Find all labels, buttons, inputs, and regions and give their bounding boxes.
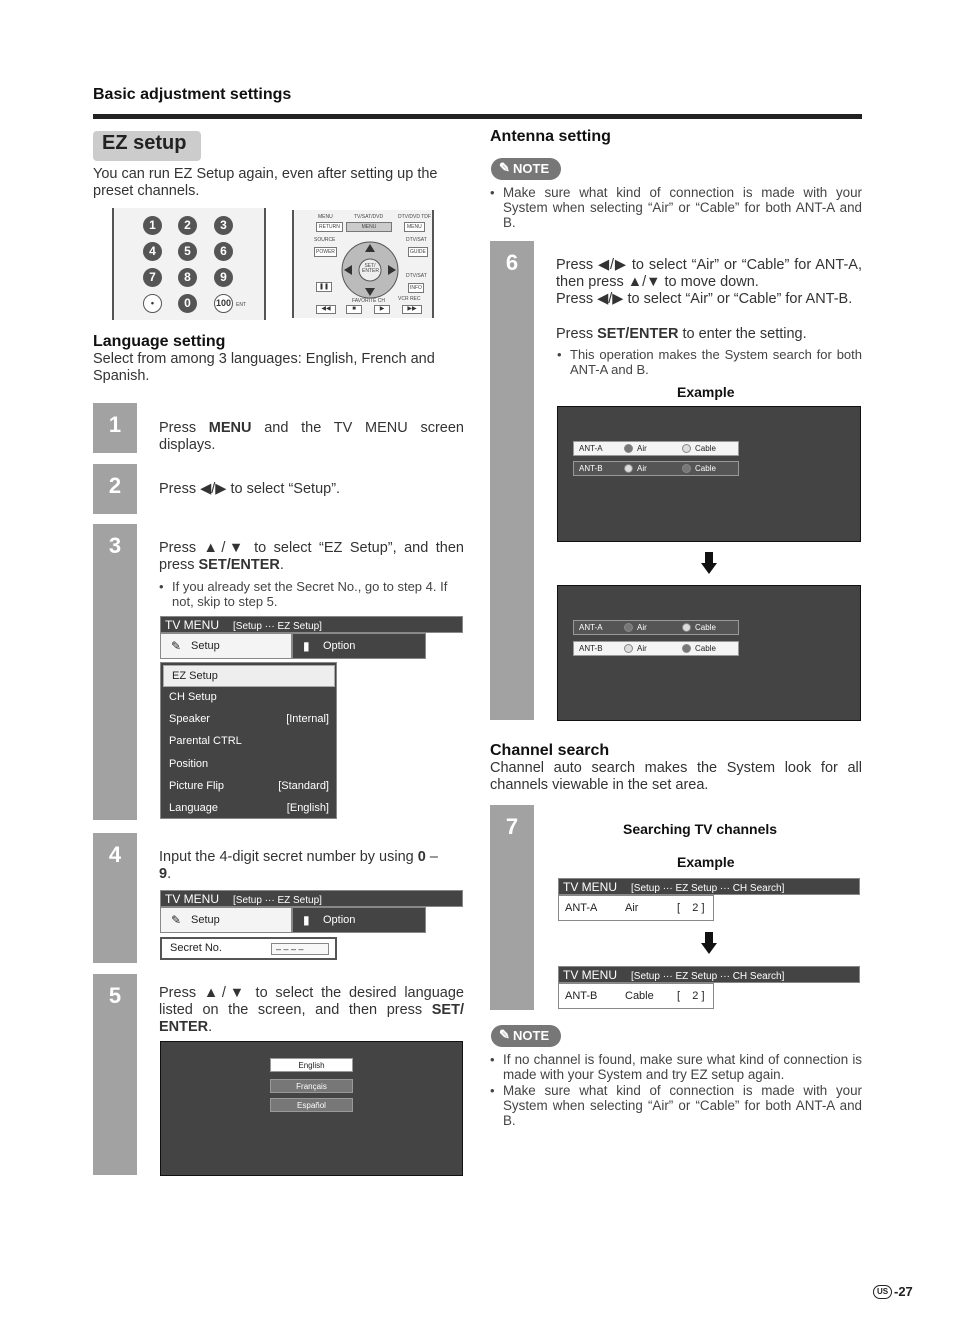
remote-nav-illustration	[292, 210, 434, 318]
menu-row-value: [English]	[286, 802, 329, 814]
step-1-pre: Press	[159, 420, 209, 436]
step-3-menu-bar	[160, 616, 463, 633]
remote-digit-9: 9	[214, 268, 233, 287]
step-1-text	[159, 420, 464, 454]
ch-search-menu-path: [Setup ··· EZ Setup ··· CH Search]	[631, 883, 785, 894]
language-option-english[interactable]: English	[270, 1058, 353, 1072]
channel-note-badge	[491, 1025, 561, 1047]
ant-b-label: ANT-B	[579, 464, 603, 473]
down-arrow-icon	[701, 932, 717, 954]
cable-label: Cable	[695, 444, 716, 453]
remote-digit-0: 0	[178, 294, 197, 313]
remote-ent-label: ENT	[236, 302, 246, 308]
step-6-line3-bold: SET/ENTER	[597, 326, 679, 342]
remote-digit-5: 5	[178, 242, 197, 261]
step-2-bar	[93, 464, 137, 514]
menu-row-picture-flip[interactable]	[161, 776, 337, 798]
step-3-tab-option[interactable]	[292, 633, 426, 659]
step-7-bar	[490, 805, 534, 1010]
step-6-line3	[556, 326, 862, 343]
step-3-pre: Press ▲/▼ to select “EZ Setup”, and then press	[159, 540, 464, 573]
radio-empty-icon	[624, 644, 633, 653]
ch-search-channel: [ 2 ]	[677, 990, 705, 1002]
cable-label: Cable	[695, 644, 716, 653]
step-6-line3-post: to enter the setting.	[678, 326, 807, 342]
channel-note-2: Make sure what kind of connection is made with your System when selecting “Air” or “Cable” for both ANT-A and B.	[503, 1083, 862, 1128]
remote-info-button: INFO	[410, 285, 422, 291]
channel-search-desc: Channel auto search makes the System look for all channels viewable in the set area.	[490, 760, 862, 793]
antenna-note-text: Make sure what kind of connection is made with your System when selecting “Air” or “Cable” for both ANT-A and B.	[503, 185, 862, 230]
header-rule	[93, 114, 862, 119]
option-tab-icon: ▮	[303, 913, 310, 927]
antenna-note-dot: •	[490, 185, 495, 200]
ch-search-ant: ANT-A	[565, 902, 598, 914]
antenna-note-label: NOTE	[513, 161, 550, 176]
step-4-text	[159, 849, 464, 883]
pencil-icon: ✎	[499, 1027, 510, 1042]
step-1-bar	[93, 403, 137, 453]
channel-example-label: Example	[677, 854, 735, 870]
ant-b-row[interactable]	[573, 461, 739, 476]
remote-keypad-illustration	[112, 208, 266, 320]
radio-empty-icon	[624, 464, 633, 473]
language-option-spanish[interactable]: Español	[270, 1098, 353, 1112]
menu-row-label: CH Setup	[169, 691, 217, 703]
menu-row-label: Speaker	[169, 713, 210, 725]
step-4-mid: –	[425, 849, 438, 865]
ch-search-type: Cable	[625, 990, 654, 1002]
antenna-screen-2	[557, 585, 861, 721]
step-1-post: and the TV MENU screen displays.	[159, 420, 464, 453]
menu-row-label: Language	[169, 802, 218, 814]
step-2-number: 2	[108, 473, 122, 498]
option-tab-icon: ▮	[303, 639, 310, 653]
remote-play-icon: ▶	[374, 305, 390, 314]
down-arrow-icon	[701, 552, 717, 574]
ant-a-row[interactable]	[573, 441, 739, 456]
region-badge: US	[873, 1285, 892, 1299]
remote-power-button: POWER	[316, 249, 335, 255]
ez-setup-badge: EZ setup	[93, 131, 201, 161]
channel-note-dot-1: •	[490, 1052, 495, 1067]
remote-digit-1: 1	[143, 216, 162, 235]
ant-a-label: ANT-A	[579, 444, 603, 453]
cable-label: Cable	[695, 464, 716, 473]
remote-digit-8: 8	[178, 268, 197, 287]
air-label: Air	[637, 464, 647, 473]
step-5-post: .	[208, 1019, 213, 1035]
remote-rewind-icon: ◀◀	[316, 305, 336, 314]
radio-selected-icon	[682, 644, 691, 653]
step-3-menu-path: [Setup ··· EZ Setup]	[233, 621, 322, 632]
step-4-tab-setup[interactable]	[160, 907, 292, 933]
remote-guide-button: GUIDE	[410, 249, 426, 255]
menu-row-label: Picture Flip	[169, 780, 225, 792]
page-number: -27	[894, 1284, 913, 1299]
intro-text: You can run EZ Setup again, even after setting up the preset channels.	[93, 166, 438, 199]
step-3-bullet-dot: •	[159, 579, 164, 594]
radio-empty-icon	[682, 444, 691, 453]
section-title: Basic adjustment settings	[93, 86, 292, 103]
antenna-example-label: Example	[677, 384, 735, 400]
ch-search-ant: ANT-B	[565, 990, 598, 1002]
remote-set-enter-label: SET/ ENTER	[362, 263, 379, 274]
step-4-tab-option-label: Option	[323, 914, 356, 926]
remote-vcr-rec-label: VCR REC	[398, 296, 421, 302]
remote-dot-button: •	[143, 294, 162, 313]
menu-row-label: Parental CTRL	[169, 735, 242, 747]
step-5-text	[159, 985, 464, 1036]
channel-note-dot-2: •	[490, 1083, 495, 1098]
ch-search-row-1	[558, 895, 714, 921]
step-7-number: 7	[505, 814, 519, 839]
ch-search-menu-title: TV MENU	[563, 880, 617, 894]
step-1-bold: MENU	[208, 420, 252, 436]
remote-pause-icon: ❚❚	[316, 282, 332, 292]
remote-return-button: RETURN	[316, 222, 343, 232]
ch-search-menu-bar-2	[558, 966, 860, 983]
step-3-tab-option-label: Option	[323, 640, 356, 652]
air-label: Air	[637, 644, 647, 653]
step-5-bar	[93, 974, 137, 1175]
antenna-setting-title: Antenna setting	[490, 128, 611, 145]
air-label: Air	[637, 444, 647, 453]
step-6-line3-pre: Press	[556, 326, 598, 342]
step-5-number: 5	[108, 983, 122, 1008]
secret-no-box	[160, 937, 337, 960]
step-6-line2: Press ◀/▶ to select “Air” or “Cable” for ANT-B.	[556, 291, 853, 307]
menu-row-ez-setup[interactable]	[163, 665, 335, 687]
step-3-tab-setup[interactable]	[160, 633, 292, 659]
ant-b-label: ANT-B	[579, 644, 603, 653]
step-4-bold: 0	[417, 849, 426, 865]
remote-menu-small-button: MENU	[404, 222, 425, 232]
menu-row-value: [Internal]	[286, 713, 329, 725]
language-setting-title: Language setting	[93, 333, 226, 350]
remote-menu-label: MENU	[318, 214, 333, 220]
ch-search-channel: [ 2 ]	[677, 902, 705, 914]
step-6-bullet: This operation makes the System search for both ANT-A and B.	[570, 347, 862, 377]
radio-selected-icon	[624, 623, 633, 632]
step-3-tab-setup-label: Setup	[191, 640, 220, 652]
ant-a-row[interactable]	[573, 620, 739, 635]
ch-search-menu-bar-1	[558, 878, 860, 895]
remote-100-button: 100	[214, 294, 233, 313]
cable-label: Cable	[695, 623, 716, 632]
step-5-bold: SET/ ENTER	[159, 1002, 464, 1035]
step-3-number: 3	[108, 533, 122, 558]
step-3-menu-list	[160, 662, 337, 819]
remote-dtvsat-label: DTV/SAT	[406, 237, 427, 243]
step-5-pre: Press ▲/▼ to select the desired language listed on the screen, and then press	[159, 985, 464, 1018]
step-3-menu-title: TV MENU	[165, 618, 219, 632]
step-6-line1: Press ◀/▶ to select “Air” or “Cable” for ANT-A, then press ▲/▼ to move down.	[556, 257, 862, 290]
step-4-tab-option[interactable]	[292, 907, 426, 933]
step-1-number: 1	[108, 412, 122, 437]
searching-label: Searching TV channels	[623, 821, 778, 837]
secret-no-input[interactable]: – – – –	[271, 943, 329, 955]
remote-favorite-label: FAVORITE CH	[352, 298, 385, 304]
step-3-text	[159, 540, 464, 574]
ch-search-menu-path: [Setup ··· EZ Setup ··· CH Search]	[631, 971, 785, 982]
step-3-post: .	[279, 557, 284, 573]
step-4-menu-bar	[160, 890, 463, 907]
remote-digit-6: 6	[214, 242, 233, 261]
remote-stop-icon: ■	[346, 305, 362, 314]
step-4-bold2: 9	[159, 866, 168, 882]
step-4-number: 4	[108, 842, 122, 867]
radio-selected-icon	[624, 444, 633, 453]
menu-row-parental[interactable]	[161, 731, 337, 753]
step-4-bar	[93, 833, 137, 963]
remote-dtvsat2-label: DTV/SAT	[406, 273, 427, 279]
language-option-french[interactable]: Français	[270, 1079, 353, 1093]
antenna-screen-1	[557, 406, 861, 542]
ant-a-label: ANT-A	[579, 623, 603, 632]
language-screen	[160, 1041, 463, 1176]
setup-tab-icon: ✎	[171, 913, 182, 927]
secret-no-label: Secret No.	[170, 942, 222, 954]
remote-ffwd-icon: ▶▶	[402, 305, 422, 314]
channel-search-title: Channel search	[490, 742, 610, 759]
step-4-pre: Input the 4-digit secret number by using	[159, 849, 418, 865]
step-4-menu-title: TV MENU	[165, 892, 219, 906]
channel-note-label: NOTE	[513, 1028, 550, 1043]
menu-row-value: [Standard]	[278, 780, 329, 792]
remote-tvsatdvd-label: TV/SAT/DVD	[354, 214, 384, 220]
step-2-text: Press ◀/▶ to select “Setup”.	[159, 481, 341, 497]
pencil-icon: ✎	[499, 160, 510, 175]
ant-b-row[interactable]	[573, 641, 739, 656]
step-4-post: .	[167, 866, 172, 882]
step-3-bar	[93, 524, 137, 820]
menu-row-position[interactable]	[161, 754, 337, 776]
step-4-tab-setup-label: Setup	[191, 914, 220, 926]
remote-digit-2: 2	[178, 216, 197, 235]
step-3-bullet: If you already set the Secret No., go to step 4. If not, skip to step 5.	[172, 579, 448, 609]
remote-digit-7: 7	[143, 268, 162, 287]
air-label: Air	[637, 623, 647, 632]
antenna-note-badge	[491, 158, 561, 180]
remote-dtvtdf-label: DTV/DVD TDF	[398, 214, 431, 220]
remote-source-label: SOURCE	[314, 237, 336, 243]
ch-search-row-2	[558, 983, 714, 1009]
menu-row-language[interactable]	[161, 798, 337, 820]
remote-menu-button: MENU	[346, 222, 392, 232]
ch-search-type: Air	[625, 902, 639, 914]
step-4-menu-path: [Setup ··· EZ Setup]	[233, 895, 322, 906]
menu-row-speaker[interactable]	[161, 709, 337, 731]
radio-selected-icon	[682, 464, 691, 473]
remote-digit-3: 3	[214, 216, 233, 235]
language-setting-desc: Select from among 3 languages: English, French and Spanish.	[93, 351, 435, 384]
setup-tab-icon: ✎	[171, 639, 182, 653]
step-6-bullet-dot: •	[557, 347, 562, 362]
radio-empty-icon	[682, 623, 691, 632]
menu-row-ch-setup[interactable]	[161, 687, 337, 709]
channel-note-1: If no channel is found, make sure what kind of connection is made with your System and try EZ setup again.	[503, 1052, 862, 1082]
remote-digit-4: 4	[143, 242, 162, 261]
step-6-number: 6	[505, 250, 519, 275]
menu-row-label: Position	[169, 758, 209, 770]
menu-row-label: EZ Setup	[172, 670, 218, 682]
step-3-bold: SET/ENTER	[198, 557, 280, 573]
step-6-bar	[490, 241, 534, 720]
ch-search-menu-title: TV MENU	[563, 968, 617, 982]
